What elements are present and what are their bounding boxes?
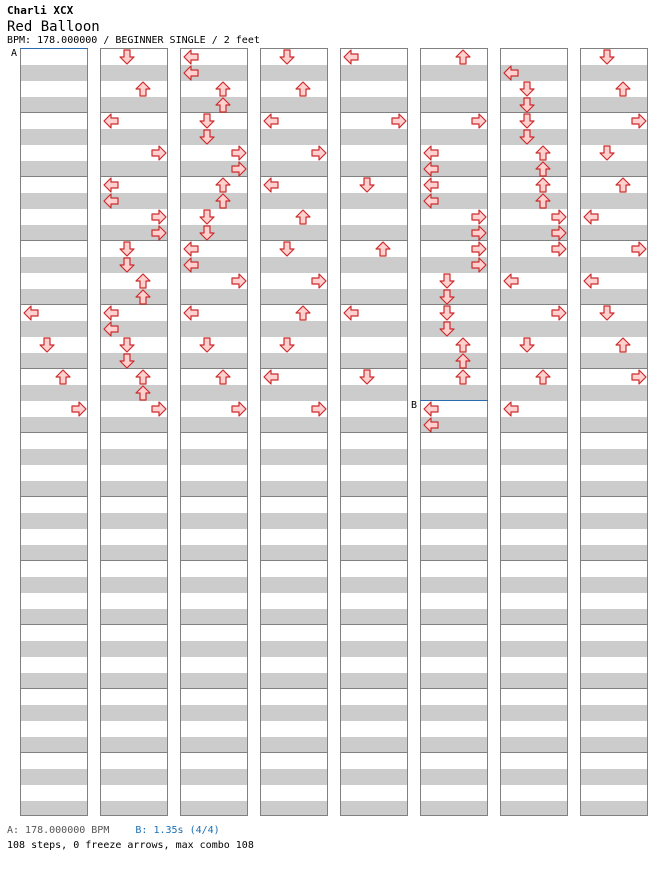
arrow-down-icon — [119, 49, 135, 65]
arrow-right-icon — [151, 209, 167, 225]
arrow-right-icon — [311, 273, 327, 289]
arrow-right-icon — [151, 401, 167, 417]
arrow-left-icon — [103, 113, 119, 129]
arrow-down-icon — [519, 97, 535, 113]
measure-line — [581, 496, 647, 497]
arrow-left-icon — [423, 401, 439, 417]
measure-line — [181, 432, 247, 433]
arrow-down-icon — [279, 241, 295, 257]
arrow-up-icon — [135, 369, 151, 385]
arrow-right-icon — [471, 113, 487, 129]
chart-column — [500, 48, 568, 816]
measure-line — [421, 368, 487, 369]
measure-line — [261, 496, 327, 497]
measure-line — [21, 752, 87, 753]
chart-column — [260, 48, 328, 816]
footer-timing — [7, 825, 220, 836]
arrow-down-icon — [279, 337, 295, 353]
arrow-up-icon — [295, 81, 311, 97]
arrow-up-icon — [375, 241, 391, 257]
measure-line — [21, 368, 87, 369]
arrow-down-icon — [119, 353, 135, 369]
measure-line — [101, 752, 167, 753]
arrow-right-icon — [151, 145, 167, 161]
arrow-up-icon — [455, 369, 471, 385]
measure-line — [341, 496, 407, 497]
arrow-down-icon — [439, 321, 455, 337]
measure-line — [181, 496, 247, 497]
song-title: Red Balloon — [7, 19, 100, 35]
arrow-down-icon — [519, 337, 535, 353]
arrow-left-icon — [263, 369, 279, 385]
arrow-right-icon — [551, 305, 567, 321]
arrow-right-icon — [231, 401, 247, 417]
arrow-left-icon — [503, 65, 519, 81]
chart-column — [580, 48, 648, 816]
arrow-up-icon — [215, 97, 231, 113]
measure-line — [181, 624, 247, 625]
arrow-right-icon — [551, 209, 567, 225]
arrow-up-icon — [615, 337, 631, 353]
arrow-up-icon — [135, 385, 151, 401]
arrow-right-icon — [551, 225, 567, 241]
measure-line — [21, 496, 87, 497]
arrow-left-icon — [23, 305, 39, 321]
arrow-left-icon — [103, 321, 119, 337]
arrow-left-icon — [183, 305, 199, 321]
arrow-down-icon — [359, 177, 375, 193]
measure-line — [341, 240, 407, 241]
measure-line — [341, 560, 407, 561]
measure-line — [421, 624, 487, 625]
arrow-left-icon — [423, 193, 439, 209]
measure-line — [501, 496, 567, 497]
arrow-down-icon — [119, 337, 135, 353]
arrow-left-icon — [423, 417, 439, 433]
arrow-left-icon — [103, 193, 119, 209]
arrow-up-icon — [215, 193, 231, 209]
measure-line — [501, 432, 567, 433]
chart-column — [420, 48, 488, 816]
arrow-left-icon — [343, 49, 359, 65]
chart-column — [100, 48, 168, 816]
measure-line — [21, 560, 87, 561]
measure-line — [101, 432, 167, 433]
arrow-right-icon — [71, 401, 87, 417]
measure-line — [581, 176, 647, 177]
arrow-right-icon — [471, 257, 487, 273]
arrow-left-icon — [103, 305, 119, 321]
arrow-down-icon — [599, 49, 615, 65]
measure-line — [261, 688, 327, 689]
measure-line — [21, 112, 87, 113]
measure-line — [581, 752, 647, 753]
arrow-right-icon — [311, 401, 327, 417]
arrow-left-icon — [183, 257, 199, 273]
measure-line — [581, 560, 647, 561]
arrow-left-icon — [183, 49, 199, 65]
measure-line — [101, 496, 167, 497]
artist-name: Charli XCX — [7, 4, 74, 17]
arrow-right-icon — [391, 113, 407, 129]
measure-line — [181, 560, 247, 561]
arrow-up-icon — [535, 369, 551, 385]
arrow-down-icon — [599, 145, 615, 161]
measure-line — [501, 368, 567, 369]
chart-column — [340, 48, 408, 816]
measure-line — [261, 432, 327, 433]
measure-line — [341, 624, 407, 625]
arrow-up-icon — [55, 369, 71, 385]
measure-line — [101, 688, 167, 689]
measure-line — [341, 432, 407, 433]
measure-line — [181, 688, 247, 689]
arrow-up-icon — [295, 305, 311, 321]
bpm-change-label: A: 178.000000 BPM — [7, 825, 110, 836]
arrow-right-icon — [471, 225, 487, 241]
measure-line — [261, 624, 327, 625]
measure-line — [421, 560, 487, 561]
arrow-up-icon — [215, 177, 231, 193]
measure-line — [581, 432, 647, 433]
measure-line — [341, 752, 407, 753]
arrow-left-icon — [103, 177, 119, 193]
chart-column — [20, 48, 88, 816]
measure-line — [21, 432, 87, 433]
arrow-left-icon — [263, 177, 279, 193]
timing-marker-label: B — [411, 400, 418, 411]
measure-line — [261, 560, 327, 561]
arrow-up-icon — [535, 193, 551, 209]
arrow-right-icon — [631, 241, 647, 257]
arrow-right-icon — [471, 209, 487, 225]
measure-line — [21, 688, 87, 689]
timing-marker-line — [420, 400, 488, 401]
arrow-down-icon — [519, 81, 535, 97]
arrow-up-icon — [215, 369, 231, 385]
arrow-up-icon — [535, 161, 551, 177]
arrow-down-icon — [199, 225, 215, 241]
arrow-up-icon — [455, 337, 471, 353]
arrow-down-icon — [599, 305, 615, 321]
measure-line — [181, 368, 247, 369]
arrow-down-icon — [439, 273, 455, 289]
arrow-left-icon — [503, 401, 519, 417]
measure-line — [101, 560, 167, 561]
chart-column — [180, 48, 248, 816]
arrow-up-icon — [215, 81, 231, 97]
measure-line — [21, 176, 87, 177]
arrow-right-icon — [231, 161, 247, 177]
measure-line — [501, 688, 567, 689]
arrow-down-icon — [359, 369, 375, 385]
arrow-down-icon — [439, 289, 455, 305]
arrow-right-icon — [551, 241, 567, 257]
arrow-right-icon — [631, 369, 647, 385]
arrow-left-icon — [263, 113, 279, 129]
arrow-down-icon — [119, 257, 135, 273]
arrow-left-icon — [423, 161, 439, 177]
arrow-up-icon — [535, 177, 551, 193]
timing-marker-label: A — [11, 48, 18, 59]
measure-line — [341, 688, 407, 689]
arrow-right-icon — [231, 273, 247, 289]
measure-line — [501, 624, 567, 625]
measure-line — [421, 496, 487, 497]
arrow-left-icon — [343, 305, 359, 321]
arrow-left-icon — [183, 241, 199, 257]
arrow-up-icon — [135, 81, 151, 97]
arrow-up-icon — [615, 177, 631, 193]
arrow-left-icon — [423, 177, 439, 193]
arrow-left-icon — [183, 65, 199, 81]
measure-line — [181, 752, 247, 753]
arrow-down-icon — [199, 337, 215, 353]
arrow-down-icon — [279, 49, 295, 65]
arrow-left-icon — [583, 273, 599, 289]
measure-line — [21, 240, 87, 241]
arrow-up-icon — [135, 289, 151, 305]
arrow-down-icon — [199, 113, 215, 129]
measure-line — [261, 304, 327, 305]
arrow-right-icon — [311, 145, 327, 161]
arrow-up-icon — [535, 145, 551, 161]
arrow-down-icon — [519, 113, 535, 129]
arrow-right-icon — [471, 241, 487, 257]
arrow-down-icon — [39, 337, 55, 353]
measure-line — [501, 560, 567, 561]
measure-line — [421, 752, 487, 753]
measure-line — [501, 752, 567, 753]
measure-line — [501, 176, 567, 177]
arrow-right-icon — [151, 225, 167, 241]
arrow-right-icon — [231, 145, 247, 161]
footer-stats: 108 steps, 0 freeze arrows, max combo 108 — [7, 840, 254, 851]
arrow-up-icon — [455, 353, 471, 369]
arrow-down-icon — [119, 241, 135, 257]
arrow-up-icon — [455, 49, 471, 65]
arrow-down-icon — [199, 129, 215, 145]
measure-line — [261, 752, 327, 753]
measure-line — [581, 624, 647, 625]
arrow-left-icon — [583, 209, 599, 225]
arrow-down-icon — [519, 129, 535, 145]
arrow-down-icon — [439, 305, 455, 321]
chart-meta: BPM: 178.000000 / BEGINNER SINGLE / 2 feet — [7, 35, 260, 46]
arrow-up-icon — [295, 209, 311, 225]
measure-line — [421, 688, 487, 689]
arrow-down-icon — [199, 209, 215, 225]
measure-line — [581, 688, 647, 689]
arrow-left-icon — [423, 145, 439, 161]
timing-marker-line — [20, 48, 88, 49]
measure-line — [101, 624, 167, 625]
arrow-right-icon — [631, 113, 647, 129]
arrow-up-icon — [135, 273, 151, 289]
stop-label: B: 1.35s (4/4) — [135, 825, 220, 836]
arrow-up-icon — [615, 81, 631, 97]
arrow-left-icon — [503, 273, 519, 289]
measure-line — [21, 624, 87, 625]
